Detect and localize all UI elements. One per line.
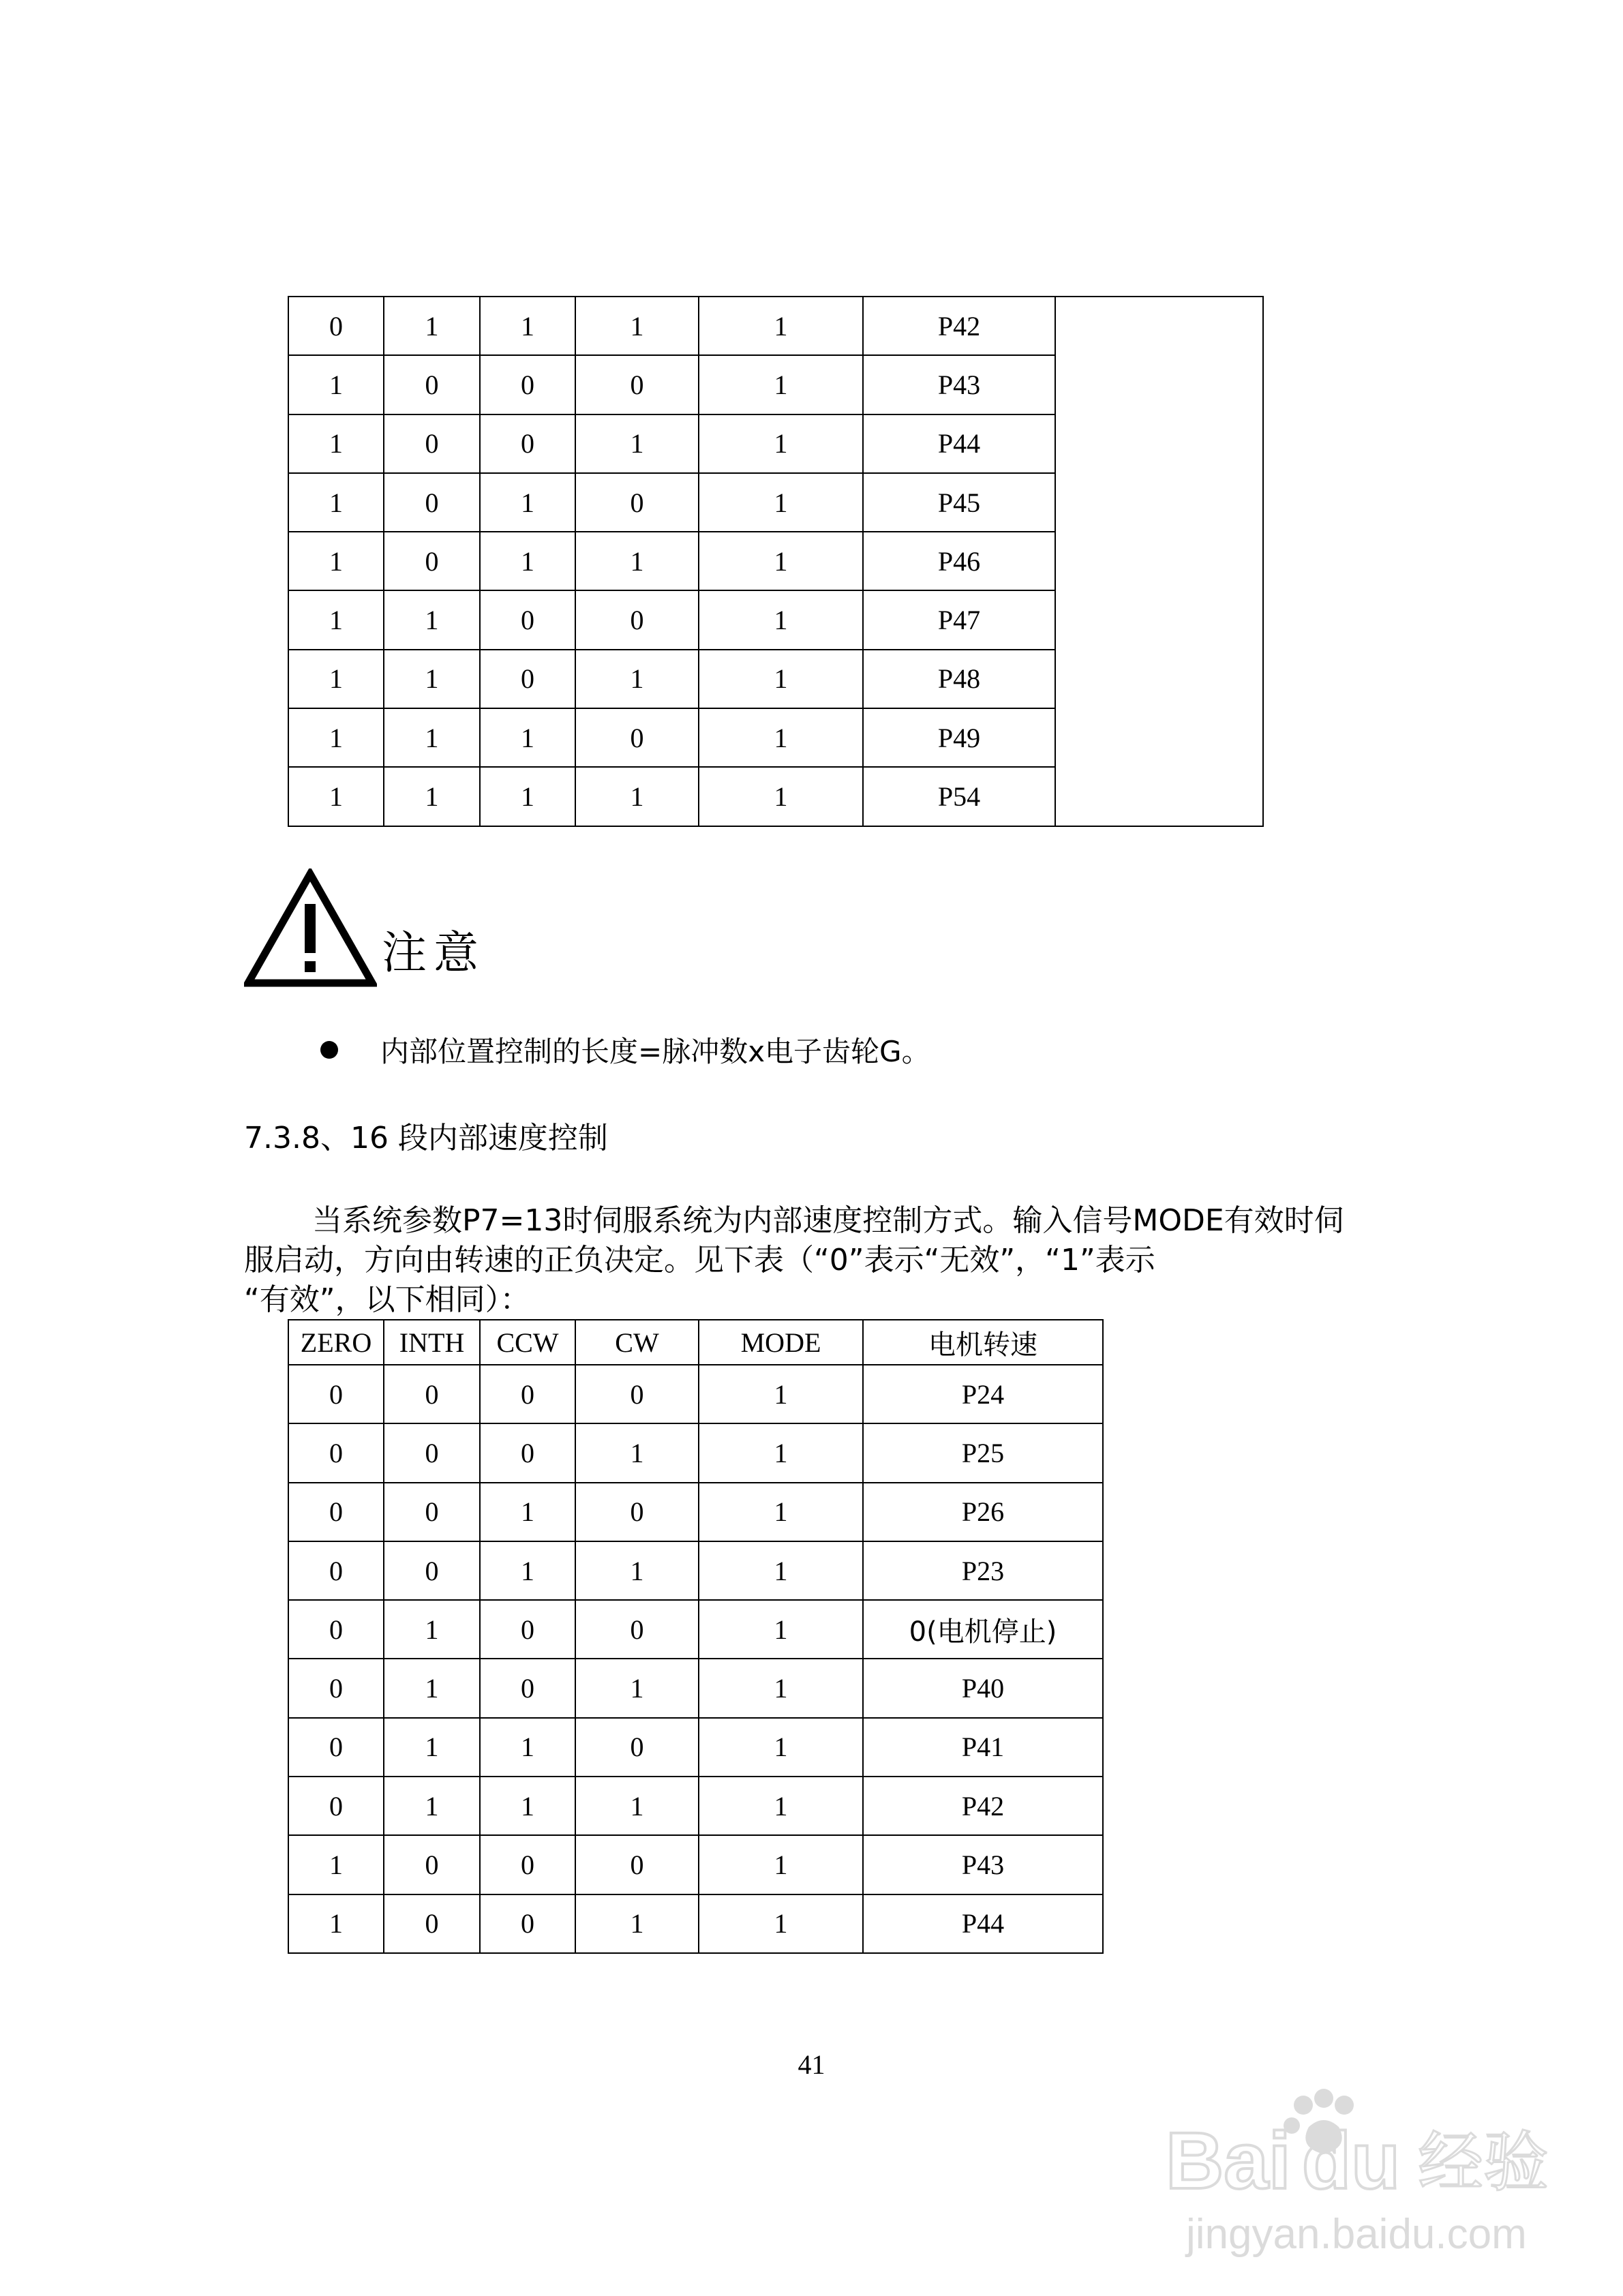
table-cell: 0: [384, 1423, 480, 1482]
table-cell: 1: [288, 532, 384, 590]
table-cell: 1: [288, 473, 384, 532]
notice-bullet: [320, 1029, 930, 1070]
table-cell: 1: [699, 1541, 863, 1600]
table-cell: P40: [863, 1659, 1103, 1717]
table-cell: 1: [288, 1894, 384, 1953]
paragraph-line: 服启动，方向由转速的正负决定。见下表（“0”表示“无效”，“1”表示: [244, 1243, 1155, 1278]
table-cell: 1: [575, 650, 699, 708]
notice-label: 注意: [382, 926, 485, 979]
table-cell: 1: [699, 297, 863, 355]
table-cell: P54: [863, 767, 1055, 826]
table-cell: 1: [699, 1600, 863, 1659]
table-cell: 0: [384, 473, 480, 532]
table-cell: 0: [384, 1483, 480, 1541]
table-cell: 1: [288, 590, 384, 649]
table-cell: 1: [384, 297, 480, 355]
table-row: [288, 1777, 1103, 1835]
speed-control-table: [288, 1319, 1104, 1954]
table-cell: 1: [384, 590, 480, 649]
column-header: MODE: [699, 1320, 863, 1365]
table-cell: 0: [575, 1365, 699, 1423]
table-cell: 0: [480, 1600, 575, 1659]
table-row: [288, 1365, 1103, 1423]
table-cell: 1: [699, 708, 863, 767]
column-header: CW: [575, 1320, 699, 1365]
table-cell: 0: [384, 532, 480, 590]
table-cell: P47: [863, 590, 1055, 649]
table-row: [288, 1894, 1103, 1953]
table-cell: 0: [288, 1600, 384, 1659]
table-cell: 0: [575, 1600, 699, 1659]
table-cell: 0: [384, 1894, 480, 1953]
table-cell: 1: [575, 1423, 699, 1482]
column-header: INTH: [384, 1320, 480, 1365]
table-cell: 1: [480, 532, 575, 590]
table-cell: P41: [863, 1718, 1103, 1777]
table-cell: 1: [384, 1777, 480, 1835]
table-cell: 0: [384, 1365, 480, 1423]
table-cell: 1: [480, 1718, 575, 1777]
table-cell: 1: [384, 1659, 480, 1717]
paragraph-line: 当系统参数P7=13时伺服系统为内部速度控制方式。输入信号MODE有效时伺: [312, 1203, 1344, 1238]
table-cell: 1: [384, 708, 480, 767]
table-cell: 0: [480, 1894, 575, 1953]
table-cell: 1: [575, 297, 699, 355]
section-paragraph: [244, 1201, 1403, 1320]
table-cell: 1: [699, 414, 863, 473]
table-cell: 0: [288, 1365, 384, 1423]
table-cell: 1: [288, 414, 384, 473]
table-cell: 0: [575, 590, 699, 649]
table-cell: 1: [384, 650, 480, 708]
table-cell: 1: [575, 1659, 699, 1717]
table-cell: 1: [384, 1718, 480, 1777]
table-cell: 1: [699, 767, 863, 826]
table-cell: 1: [699, 1483, 863, 1541]
bullet-dot-icon: [320, 1041, 338, 1059]
watermark-brand: Bai: [1166, 2116, 1291, 2206]
table-cell: 0: [575, 708, 699, 767]
table-cell: 0: [288, 1541, 384, 1600]
table-cell: 1: [699, 1365, 863, 1423]
table-cell: 1: [699, 1777, 863, 1835]
table-row: [288, 1423, 1103, 1482]
merged-note-cell: [1055, 297, 1263, 826]
warning-triangle-icon: [244, 868, 377, 988]
table-cell: 1: [699, 590, 863, 649]
table-cell: 1: [480, 708, 575, 767]
watermark-brand-suffix: 经验: [1418, 2124, 1549, 2201]
table-cell: 0: [384, 1835, 480, 1894]
column-header: 电机转速: [863, 1320, 1103, 1365]
table-cell: P45: [863, 473, 1055, 532]
table-cell: 0: [288, 1483, 384, 1541]
table-cell: 1: [575, 1777, 699, 1835]
table-cell: 1: [384, 1600, 480, 1659]
table-row: [288, 1835, 1103, 1894]
table-cell: 1: [575, 767, 699, 826]
table-cell: 0: [384, 1541, 480, 1600]
table-cell: 0: [480, 590, 575, 649]
table-cell: 1: [699, 355, 863, 414]
table-cell: 1: [288, 708, 384, 767]
table-cell: 1: [699, 532, 863, 590]
table-cell: 0: [480, 650, 575, 708]
paragraph-line: “有效”，以下相同）：: [244, 1282, 530, 1317]
table-cell: 1: [480, 473, 575, 532]
table-cell: 1: [699, 1659, 863, 1717]
table-cell: 0: [575, 1483, 699, 1541]
table-cell: P42: [863, 297, 1055, 355]
table-cell: 1: [288, 355, 384, 414]
table-cell: P26: [863, 1483, 1103, 1541]
table-cell: P43: [863, 355, 1055, 414]
table-cell: P44: [863, 414, 1055, 473]
table-cell: P23: [863, 1541, 1103, 1600]
table-row: [288, 1600, 1103, 1659]
table-cell: 0: [288, 1777, 384, 1835]
notice-bullet-text: 内部位置控制的长度=脉冲数x电子齿轮G。: [380, 1035, 930, 1068]
table-cell: 0: [288, 1423, 384, 1482]
table-cell: 1: [575, 414, 699, 473]
table-cell: P48: [863, 650, 1055, 708]
table-cell: 1: [288, 767, 384, 826]
section-heading: 7.3.8、16 段内部速度控制: [244, 1121, 608, 1155]
table-cell: 1: [575, 1541, 699, 1600]
table-cell: 1: [288, 650, 384, 708]
table-cell: 0: [480, 414, 575, 473]
table-cell: 0: [288, 297, 384, 355]
table-cell: P49: [863, 708, 1055, 767]
table-cell: 1: [480, 297, 575, 355]
table-cell: 1: [480, 1483, 575, 1541]
table-cell: 0: [575, 355, 699, 414]
watermark-brand-du: du: [1302, 2116, 1401, 2206]
table-row: [288, 1541, 1103, 1600]
table-cell: 0: [288, 1659, 384, 1717]
table-cell: 0: [575, 1718, 699, 1777]
table-cell: 1: [288, 1835, 384, 1894]
table-cell: 0(电机停止): [863, 1600, 1103, 1659]
table-cell: 1: [480, 767, 575, 826]
table-cell: 0: [480, 1365, 575, 1423]
table-cell: 1: [699, 473, 863, 532]
table-row: [288, 1483, 1103, 1541]
table-cell: 1: [575, 1894, 699, 1953]
column-header: ZERO: [288, 1320, 384, 1365]
table-cell: 0: [480, 1835, 575, 1894]
page-number: 41: [798, 2049, 825, 2080]
table-row: [288, 297, 1263, 355]
baidu-jingyan-watermark: [1145, 2086, 1581, 2263]
table-cell: 0: [384, 355, 480, 414]
table-cell: 0: [384, 414, 480, 473]
table-cell: P43: [863, 1835, 1103, 1894]
table-row: [288, 1659, 1103, 1717]
table-cell: 1: [699, 1835, 863, 1894]
table-cell: P44: [863, 1894, 1103, 1953]
table-cell: P42: [863, 1777, 1103, 1835]
position-table-continued: [288, 296, 1264, 827]
table-cell: 1: [480, 1541, 575, 1600]
table-cell: P24: [863, 1365, 1103, 1423]
table-cell: 1: [699, 1894, 863, 1953]
table-header-row: [288, 1320, 1103, 1365]
column-header: CCW: [480, 1320, 575, 1365]
table-cell: 1: [384, 767, 480, 826]
table-cell: 0: [480, 1659, 575, 1717]
table-cell: 1: [699, 1718, 863, 1777]
table-row: [288, 1718, 1103, 1777]
table-cell: 0: [480, 1423, 575, 1482]
table-cell: 1: [480, 1777, 575, 1835]
table-cell: P25: [863, 1423, 1103, 1482]
table-cell: P46: [863, 532, 1055, 590]
table-cell: 1: [699, 1423, 863, 1482]
table-cell: 0: [575, 1835, 699, 1894]
table-cell: 1: [699, 650, 863, 708]
watermark-url: jingyan.baidu.com: [1186, 2211, 1527, 2258]
table-cell: 0: [575, 473, 699, 532]
table-cell: 0: [288, 1718, 384, 1777]
table-cell: 1: [575, 532, 699, 590]
table-cell: 0: [480, 355, 575, 414]
